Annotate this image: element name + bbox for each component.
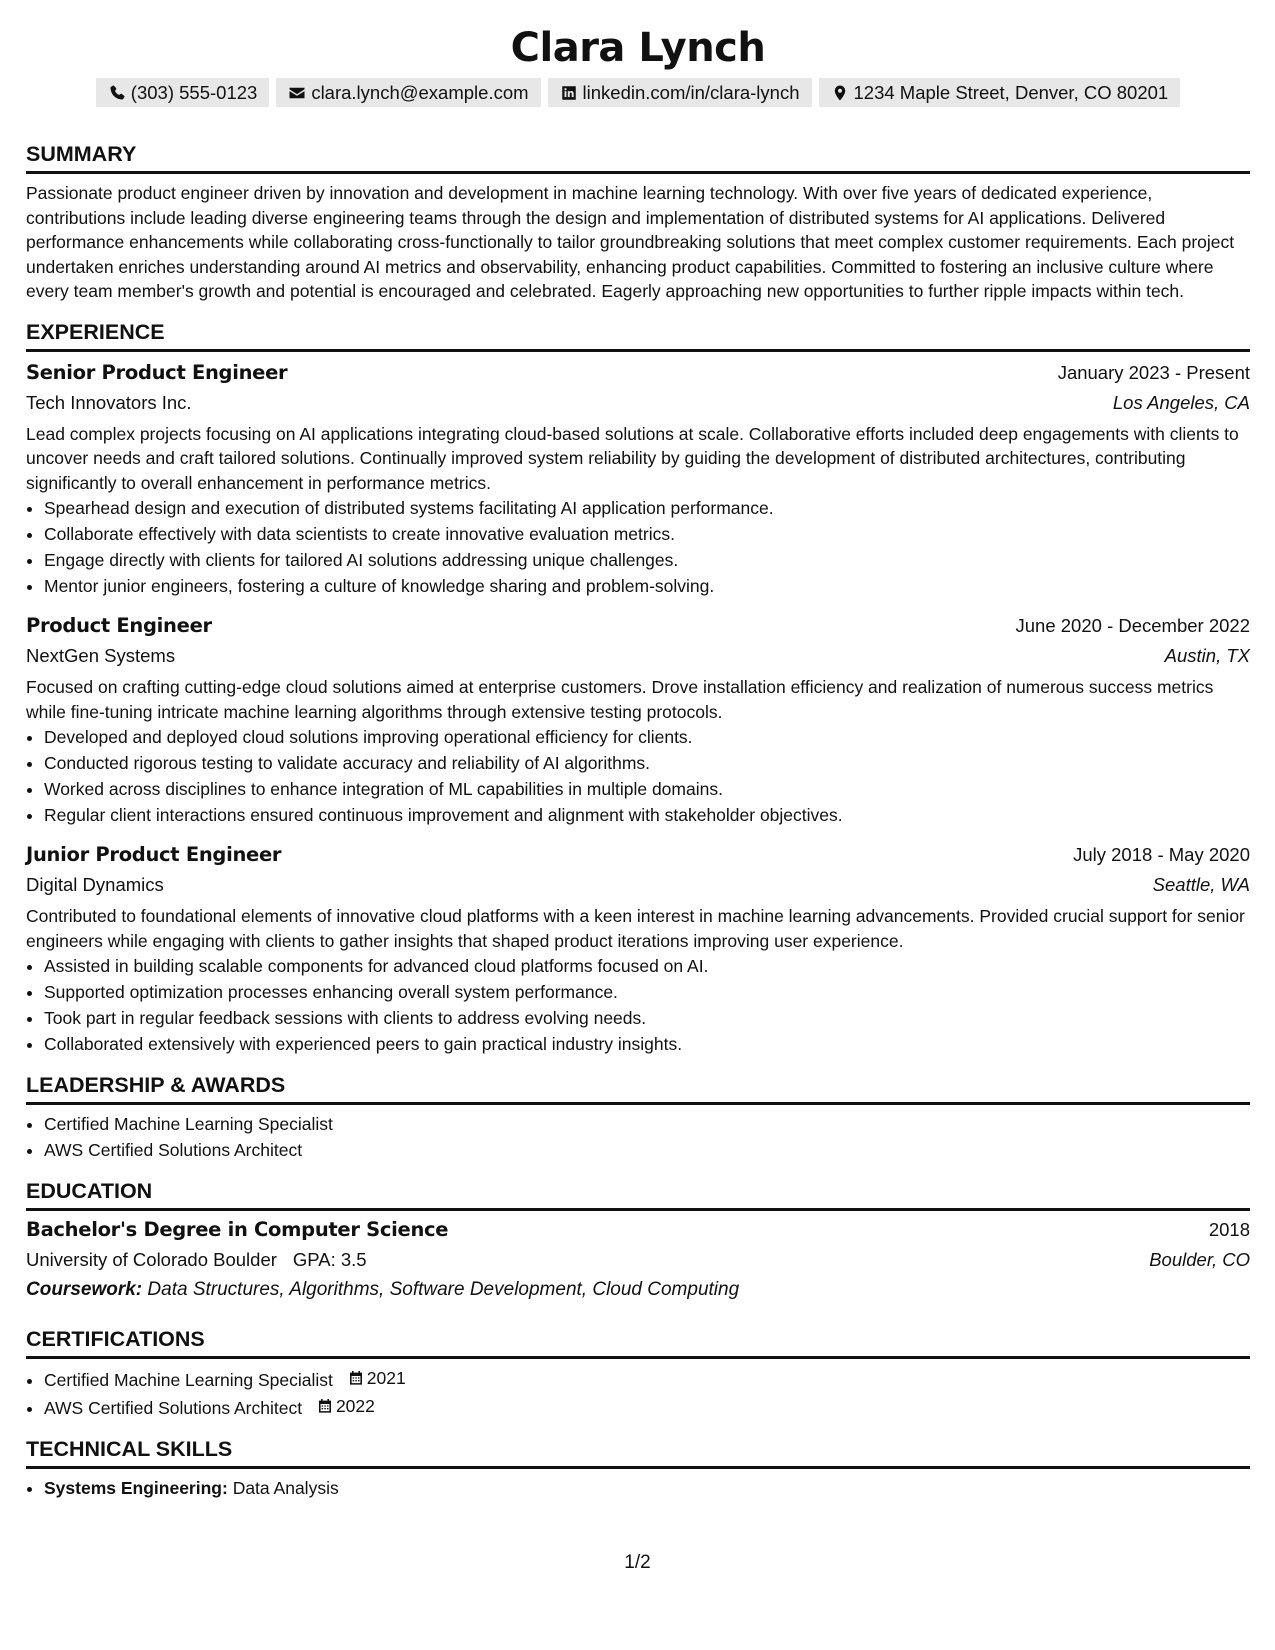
coursework-list: Data Structures, Algorithms, Software Development, Cloud Computing bbox=[147, 1279, 740, 1300]
section-title-education: EDUCATION bbox=[26, 1177, 1250, 1211]
section-title-skills: TECHNICAL SKILLS bbox=[26, 1435, 1250, 1469]
job-location: Los Angeles, CA bbox=[1112, 391, 1250, 413]
job-title: Junior Product Engineer bbox=[26, 843, 282, 866]
contact-address-text: 1234 Maple Street, Denver, CO 80201 bbox=[853, 81, 1169, 103]
job-location: Seattle, WA bbox=[1152, 874, 1250, 895]
job-title: Product Engineer bbox=[26, 614, 212, 637]
list-item: • Worked across disciplines to enhance integration of ML capabilities in multiple domains. bbox=[44, 776, 1250, 802]
job-description: Focused on crafting cutting-edge cloud solutions aimed at enterprise customers. Drove installation efficiency and realization of numerous success metrics while fine-tuning intricate machine learning algorithms through extensive testing protocols. bbox=[26, 677, 1214, 722]
envelope-icon bbox=[288, 84, 306, 102]
contact-bar bbox=[26, 78, 1250, 107]
list-item bbox=[44, 1393, 1250, 1421]
contact-address[interactable] bbox=[819, 78, 1181, 107]
list-item bbox=[44, 1365, 1250, 1393]
job-dates: July 2018 - May 2020 bbox=[1073, 844, 1250, 865]
section-title-summary: SUMMARY bbox=[26, 140, 1250, 174]
job-entry bbox=[26, 358, 1250, 600]
candidate-name: Clara Lynch bbox=[510, 25, 766, 71]
list-item: • Supported optimization processes enhancing overall system performance. bbox=[44, 979, 1250, 1005]
contact-email[interactable] bbox=[276, 78, 540, 107]
section-title-certifications: CERTIFICATIONS bbox=[26, 1325, 1250, 1359]
contact-linkedin[interactable] bbox=[548, 78, 812, 107]
list-item: • Conducted rigorous testing to validate accuracy and reliability of AI algorithms. bbox=[44, 750, 1250, 776]
linkedin-icon bbox=[560, 84, 578, 102]
list-item: • Collaborated extensively with experienced peers to gain practical industry insights. bbox=[44, 1031, 1250, 1057]
section-title-leadership: LEADERSHIP & AWARDS bbox=[26, 1071, 1250, 1105]
job-bullets bbox=[26, 495, 1250, 599]
skills-section bbox=[26, 1435, 1250, 1501]
school-location: Boulder, CO bbox=[1149, 1249, 1250, 1270]
summary-text: Passionate product engineer driven by innovation and development in machine learning technology. With over five years of dedicated experience, contributions include leading diverse engineering teams through the design and implementation of distributed systems for AI applications. Delivered performance enhancements while collaborating cross-functionally to tailor groundbreaking solutions that meet complex customer requirements. Each project undertaken enriches understanding around AI metrics and observability, enhancing product capabilities. Committed to fostering an inclusive culture where every team member's growth and potential is encouraged and celebrated. Eagerly approaching new opportunities to further ripple impacts within tech. bbox=[26, 183, 1235, 301]
job-dates: June 2020 - December 2022 bbox=[1015, 615, 1250, 636]
contact-phone[interactable] bbox=[96, 78, 270, 107]
certification-name: AWS Certified Solutions Architect bbox=[44, 1398, 303, 1418]
summary-section bbox=[26, 140, 1250, 304]
job-description: Contributed to foundational elements of innovative cloud platforms with a keen interest in machine learning advancements. Provided crucial support for senior engineers while engaging with clients to gather insights that shaped product iterations improving user experience. bbox=[26, 906, 1245, 951]
job-bullets bbox=[26, 724, 1250, 828]
certification-year: 2021 bbox=[366, 1368, 406, 1388]
job-company: NextGen Systems bbox=[26, 645, 176, 666]
job-location: Austin, TX bbox=[1164, 645, 1250, 666]
education-section bbox=[26, 1177, 1250, 1305]
coursework-label: Coursework: bbox=[26, 1279, 143, 1300]
degree-title: Bachelor's Degree in Computer Science bbox=[26, 1218, 449, 1241]
map-pin-icon bbox=[831, 84, 849, 102]
certifications-section bbox=[26, 1325, 1250, 1421]
job-title: Senior Product Engineer bbox=[26, 360, 288, 384]
coursework bbox=[26, 1275, 1250, 1305]
experience-section bbox=[26, 318, 1250, 1058]
list-item: • AWS Certified Solutions Architect bbox=[44, 1137, 1250, 1163]
list-item: • Developed and deployed cloud solutions improving operational efficiency for clients. bbox=[44, 724, 1250, 750]
skill-value: Data Analysis bbox=[232, 1478, 339, 1498]
calendar-icon bbox=[317, 1398, 333, 1414]
contact-linkedin-text: linkedin.com/in/clara-lynch bbox=[582, 81, 800, 103]
list-item: • Engage directly with clients for tailored AI solutions addressing unique challenges. bbox=[44, 547, 1250, 573]
phone-icon bbox=[108, 84, 126, 102]
list-item: • Took part in regular feedback sessions with clients to address evolving needs. bbox=[44, 1005, 1250, 1031]
school-name: University of Colorado Boulder bbox=[26, 1249, 277, 1270]
list-item: • Assisted in building scalable components for advanced cloud platforms focused on AI. bbox=[44, 953, 1250, 979]
list-item: • Regular client interactions ensured continuous improvement and alignment with stakeholder objectives. bbox=[44, 802, 1250, 828]
skills-list bbox=[26, 1475, 1250, 1501]
page-number: 1/2 bbox=[624, 1552, 651, 1573]
certification-name: Certified Machine Learning Specialist bbox=[44, 1370, 333, 1390]
leadership-list bbox=[26, 1111, 1250, 1163]
contact-phone-text: (303) 555-0123 bbox=[130, 81, 258, 103]
contact-email-text: clara.lynch@example.com bbox=[311, 81, 529, 103]
job-dates: January 2023 - Present bbox=[1057, 361, 1250, 383]
job-company: Tech Innovators Inc. bbox=[26, 391, 192, 413]
graduation-year: 2018 bbox=[1208, 1219, 1250, 1240]
list-item: • Spearhead design and execution of distributed systems facilitating AI application performance. bbox=[44, 495, 1250, 521]
job-entry bbox=[26, 840, 1250, 1057]
list-item: • Mentor junior engineers, fostering a culture of knowledge sharing and problem-solving. bbox=[44, 573, 1250, 599]
job-entry bbox=[26, 611, 1250, 828]
list-item bbox=[44, 1475, 1250, 1501]
resume-content bbox=[26, 22, 1250, 1501]
calendar-icon bbox=[348, 1370, 364, 1386]
section-title-experience: EXPERIENCE bbox=[26, 318, 1250, 352]
job-description: Lead complex projects focusing on AI applications integrating cloud-based solutions at scale. Collaborative efforts included deep engagements with clients to uncover needs and craft tailored solutions. Continually improved system reliability by guiding the development of distributed architectures, contributing significantly to overall enhancement in performance metrics. bbox=[26, 423, 1239, 493]
gpa: GPA: 3.5 bbox=[292, 1249, 367, 1270]
job-company: Digital Dynamics bbox=[26, 874, 164, 895]
skill-label: Systems Engineering: bbox=[44, 1478, 228, 1498]
certification-year: 2022 bbox=[335, 1396, 375, 1416]
list-item: • Collaborate effectively with data scientists to create innovative evaluation metrics. bbox=[44, 521, 1250, 547]
list-item: • Certified Machine Learning Specialist bbox=[44, 1111, 1250, 1137]
leadership-section bbox=[26, 1071, 1250, 1163]
job-bullets bbox=[26, 953, 1250, 1057]
certifications-list bbox=[26, 1365, 1250, 1421]
